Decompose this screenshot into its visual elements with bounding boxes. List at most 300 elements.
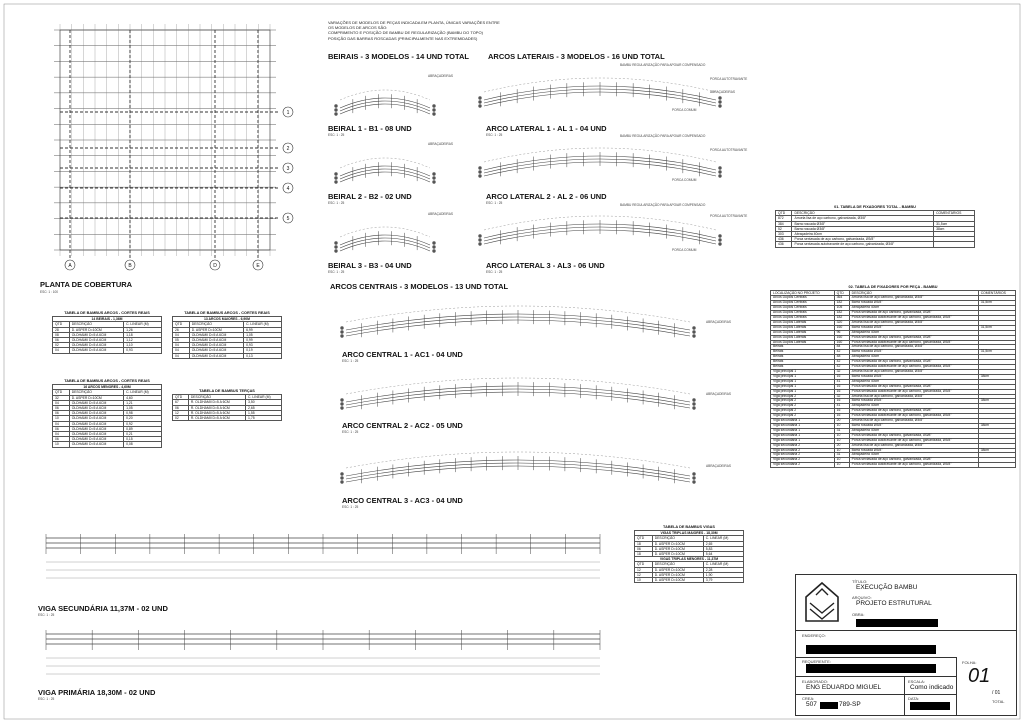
- table-group: VIGAS TRIPLAS MAIORES - 18,30M: [635, 531, 744, 536]
- note-line: COMPRIMENTO E POSIÇÃO DE BAMBU DE REGULARIZAÇÃO (BAMBU DO TOPO): [328, 30, 483, 36]
- table-header: C. LINEAR (M): [244, 322, 282, 327]
- table-cell: 10: [834, 448, 849, 453]
- drawing-title-block: [342, 421, 463, 434]
- table-cell: Viga principal 1: [771, 374, 835, 379]
- table-cell: 1,21: [124, 400, 162, 405]
- bamboo-section: [432, 172, 435, 175]
- table-cell: 16: [834, 374, 849, 379]
- folha-label: FOLHA:: [962, 660, 977, 665]
- callout-abracadeiras: ABRAÇADEIRAS: [710, 90, 735, 94]
- table-cell: 67: [173, 400, 189, 405]
- table-cell: Beirais: [771, 355, 835, 360]
- table-cell: 48: [834, 355, 849, 360]
- table-cell: Arruela lisa de aço carbono, galvanizada, Ø3/8": [849, 320, 978, 325]
- table-cell: Porca sextavada autotravante de aço carbono, galvanizada, Ø3/8": [849, 438, 978, 443]
- table-cell: Arcos Duplos Laterais: [771, 330, 835, 335]
- bamboo-section: [478, 170, 481, 173]
- table-cell: 10: [834, 463, 849, 468]
- table-cell: 6,99: [244, 327, 282, 332]
- axis-label: 5: [286, 216, 290, 222]
- table-cell: OLDHAMII D=5 A 6CM: [189, 353, 243, 358]
- bamboo-section: [692, 406, 695, 409]
- crea-suffix: 789-SP: [839, 701, 861, 708]
- table-cell: 18: [635, 552, 653, 557]
- table-cell: 18: [635, 541, 653, 546]
- table-fixadores-por-peca: [770, 284, 1016, 468]
- table-cell: Viga secundária 1: [771, 433, 835, 438]
- table-header: QTD: [635, 536, 653, 541]
- bamboo-section: [478, 242, 481, 245]
- table-cell: 12: [635, 567, 653, 572]
- table-cell: 10: [834, 458, 849, 463]
- table-cell: R. OLDHAMII D=5 A 6CM: [188, 400, 245, 405]
- note-line: VARIAÇÕES DE MODELOS DE PEÇAS INDICADA EM PLANTA, ÚNICAS VARIAÇÕES ENTRE: [328, 20, 500, 25]
- table-header: DESCRIÇÃO: [849, 291, 978, 296]
- table-cell: 41: [834, 404, 849, 409]
- drawing-title-block: [328, 124, 412, 137]
- bamboo-section: [692, 480, 695, 483]
- table-cell: 31,5cm: [934, 221, 975, 226]
- table-header: QTD: [776, 211, 792, 216]
- table-cell: 5,64: [703, 552, 743, 557]
- bamboo-section: [478, 96, 481, 99]
- table-cell: 32: [53, 395, 70, 400]
- bamboo-section: [692, 472, 695, 475]
- bamboo-section: [478, 238, 481, 241]
- bamboo-section: [478, 104, 481, 107]
- table-header: C. LINEAR (M): [124, 390, 162, 395]
- drawing-scale: ESC: 1 : 25: [342, 430, 359, 434]
- table-bamboo-arcs-menores: [52, 378, 162, 448]
- table-cell: Barra roscada Ø3/8": [849, 399, 978, 404]
- axis-label: B: [128, 263, 132, 269]
- table-cell: OLDHAMII D=5 A 6CM: [69, 400, 123, 405]
- table-fixadores-total: [775, 204, 975, 248]
- table-group: 14 BEIRAIS - 1,36M: [53, 317, 162, 322]
- table-cell: 0,20: [124, 416, 162, 421]
- table-cell: R. OLDHAMII D=5 A 6CM: [188, 416, 245, 421]
- table-cell: Abraçadeira 40cm: [849, 355, 978, 360]
- escala-value: Como indicado: [910, 684, 954, 691]
- drawing-scale: ESC: 1 : 25: [342, 505, 359, 509]
- table-cell: 320: [834, 320, 849, 325]
- drawing-scale: ESC: 1 : 25: [328, 133, 345, 137]
- drawing-title: ARCO LATERAL 1 - AL 1 - 04 UND: [486, 124, 607, 133]
- table-cell: OLDHAMII D=5 A 6CM: [69, 416, 123, 421]
- table-cell: 2,65: [703, 541, 743, 546]
- table-cell: Viga principal 1: [771, 379, 835, 384]
- table-cell: Arruela lisa de aço carbono, galvanizada, Ø3/8": [849, 345, 978, 350]
- drawing-scale: ESC: 1 : 25: [486, 270, 503, 274]
- table-cell: 1,18: [124, 332, 162, 337]
- bamboo-section: [692, 402, 695, 405]
- table-cell: OLDHAMII D=5 A 6CM: [69, 426, 123, 431]
- table-header: DESCRIÇÃO: [69, 322, 123, 327]
- table-header: DESCRIÇÃO: [188, 395, 245, 400]
- table-group: 16 ARCOS MENORES - 4,60M: [53, 385, 162, 390]
- table-bamboo-vigas: [634, 524, 744, 583]
- callout-porca-autotravante: PORCA AUTOTRAVANTE: [710, 214, 748, 218]
- table-caption: 02. TABELA DE FIXADORES POR PEÇA - BAMBU: [848, 285, 938, 289]
- redaction: [806, 645, 936, 654]
- table-cell: 0,99: [244, 338, 282, 343]
- table-cell: 31: [834, 453, 849, 458]
- table-header: QTD: [635, 562, 653, 567]
- titulo-value: EXECUÇÃO BAMBU: [856, 584, 918, 591]
- redaction: [820, 702, 838, 709]
- bamboo-section: [340, 472, 343, 475]
- obra-label: OBRA:: [852, 612, 865, 617]
- bamboo-section: [692, 334, 695, 337]
- table-cell: Viga principal 2: [771, 404, 835, 409]
- section-title-arcos-laterais: ARCOS LATERAIS - 3 MODELOS - 16 UND TOTAL: [488, 52, 665, 61]
- callout-regularizacao: BAMBU REGULARIZAÇÃO PARA APOIAR COMPENSADO: [620, 203, 706, 207]
- drawing-title: ARCO LATERAL 3 - AL3 - 06 UND: [486, 261, 605, 270]
- table-cell: 10: [834, 438, 849, 443]
- section-title-beirais: BEIRAIS - 3 MODELOS - 14 UND TOTAL: [328, 52, 469, 61]
- bamboo-section: [718, 174, 721, 177]
- drawing-title-block: [486, 261, 605, 274]
- table-cell: 160: [834, 325, 849, 330]
- axis-label: A: [68, 263, 72, 269]
- table-cell: 08: [53, 332, 70, 337]
- table-cell: OLDHAMII D=5 A 6CM: [69, 348, 123, 353]
- bamboo-section: [432, 108, 435, 111]
- table-cell: Beirais: [771, 365, 835, 370]
- table-cell: Porca sextavada autotravante de aço carbono, galvanizada, Ø3/8": [849, 365, 978, 370]
- folha-number: 01: [968, 665, 991, 687]
- table-cell: 41: [834, 379, 849, 384]
- table-cell: Porca sextavada autotravante de aço carbono, galvanizada, Ø3/8": [849, 414, 978, 419]
- table-cell: Viga secundária 2: [771, 458, 835, 463]
- table-cell: Porca sextavada autotravante de aço carbono, galvanizada, Ø3/8": [849, 389, 978, 394]
- table-cell: 04: [173, 353, 190, 358]
- table-group: 13 ARCOS MAIORES - 6,90M: [173, 317, 282, 322]
- table-cell: OLDHAMII D=5 A 6CM: [69, 432, 123, 437]
- redaction: [910, 702, 950, 710]
- bamboo-section: [478, 100, 481, 103]
- drawing-scale: ESC: 1 : 25: [328, 201, 345, 205]
- table-cell: 0,89: [124, 426, 162, 431]
- table-cell: 42: [834, 360, 849, 365]
- table-cell: 10: [53, 442, 70, 447]
- table-body: [53, 327, 162, 353]
- table-cell: 38cm: [978, 399, 1015, 404]
- table-body: [771, 296, 1016, 468]
- table-cell: 182: [834, 311, 849, 316]
- arch-dimension: [340, 158, 430, 168]
- table-header: DESCRIÇÃO: [652, 562, 703, 567]
- table-cell: 02: [53, 343, 70, 348]
- table-header: C. LINEAR (M): [703, 562, 743, 567]
- axis-label: 4: [286, 186, 290, 192]
- company-logo-icon: [802, 581, 842, 625]
- bamboo-section: [334, 108, 337, 111]
- table-cell: Abraçadeira 40cm: [849, 428, 978, 433]
- table-row: [771, 463, 1016, 468]
- table-cell: 160: [834, 335, 849, 340]
- table-row: [53, 442, 162, 447]
- table-cell: Arcos Duplos Laterais: [771, 320, 835, 325]
- table-cell: 0,92: [124, 421, 162, 426]
- table-cell: D. ASPER D=10CM: [652, 552, 703, 557]
- callout-regularizacao: BAMBU REGULARIZAÇÃO PARA APOIAR COMPENSADO: [620, 134, 706, 138]
- bamboo-section: [432, 176, 435, 179]
- table-cell: Porca sextavada de aço carbono, galvanizada, Ø3/8": [849, 458, 978, 463]
- table-cell: Viga secundária 2: [771, 448, 835, 453]
- arch-bamboo: [340, 98, 430, 108]
- table-body: [53, 395, 162, 447]
- table-cell: OLDHAMII D=5 A 6CM: [69, 421, 123, 426]
- table-cell: Porca sextavada autotravante de aço carbono, galvanizada, Ø3/8": [849, 316, 978, 321]
- table-cell: Porca sextavada autotravante de aço carbono, galvanizada, Ø3/8": [849, 463, 978, 468]
- table-cell: 20: [834, 419, 849, 424]
- table-cell: 06: [53, 411, 70, 416]
- table-row: [635, 578, 744, 583]
- table-cell: 1,75: [246, 416, 282, 421]
- table-body: [635, 541, 744, 557]
- table-cell: Abraçadeira 40cm: [849, 404, 978, 409]
- table-cell: R. OLDHAMII D=5 A 6CM: [188, 410, 245, 415]
- arch-dimension: [340, 90, 430, 100]
- table-cell: Porca sextavada de aço carbono, galvanizada, Ø3/8": [849, 360, 978, 365]
- table-cell: Barra roscada Ø3/8": [849, 448, 978, 453]
- callout-abracadeiras: ABRAÇADEIRAS: [428, 74, 453, 78]
- plan-title: PLANTA DE COBERTURA: [40, 280, 133, 289]
- table-cell: Barra roscada Ø3/8": [849, 423, 978, 428]
- table-body: [173, 327, 282, 358]
- data-label: DATA:: [908, 696, 920, 701]
- table-cell: Abraçadeira 40cm: [849, 330, 978, 335]
- drawing-title: VIGA PRIMÁRIA 18,30M - 02 UND: [38, 688, 156, 697]
- bamboo-section: [718, 234, 721, 237]
- table-cell: Barra roscada Ø3/8": [792, 226, 934, 231]
- bamboo-section: [718, 242, 721, 245]
- bamboo-section: [340, 480, 343, 483]
- bamboo-section: [692, 330, 695, 333]
- table-cell: Arcos Duplos Laterais: [771, 335, 835, 340]
- table-cell: D. ASPER D=10CM: [652, 567, 703, 572]
- table-cell: Porca sextavada autotravante de aço carbono, galvanizada, Ø3/8": [849, 340, 978, 345]
- table-cell: Barra roscada Ø3/8": [849, 301, 978, 306]
- table-cell: Arruela lisa de aço carbono, galvanizada, Ø3/8": [849, 443, 978, 448]
- table-cell: 182: [834, 316, 849, 321]
- crea-prefix: 507: [806, 701, 817, 708]
- table-header: QTD: [53, 322, 70, 327]
- table-cell: OLDHAMII D=5 A 6CM: [69, 411, 123, 416]
- endereco-label: ENDEREÇO:: [802, 633, 826, 638]
- table-cell: 06: [53, 426, 70, 431]
- callout-abracadeiras: ABRAÇADEIRAS: [706, 320, 731, 324]
- callout-porca-comum: PORCA COMUM: [672, 248, 697, 252]
- table-cell: OLDHAMII D=5 A 6CM: [189, 332, 243, 337]
- table-row: [173, 353, 282, 358]
- table-cell: 28: [53, 327, 70, 332]
- table-cell: Viga principal 1: [771, 389, 835, 394]
- drawing-scale: ESC: 1 : 25: [486, 133, 503, 137]
- bamboo-section: [340, 326, 343, 329]
- table-cell: 04: [53, 432, 70, 437]
- table-cell: 06: [53, 437, 70, 442]
- table-cell: 0,93: [124, 348, 162, 353]
- bamboo-section: [478, 166, 481, 169]
- bamboo-section: [334, 180, 337, 183]
- table-body: [173, 400, 282, 421]
- table-cell: 04: [173, 332, 190, 337]
- table-cell: Barra roscada Ø3/8": [792, 221, 934, 226]
- table-cell: Porca sextavada de aço carbono, galvanizada, Ø3/8": [849, 409, 978, 414]
- title-block: [795, 574, 1017, 716]
- table-cell: 0,08: [124, 442, 162, 447]
- table-cell: Viga secundária 2: [771, 453, 835, 458]
- axis-label: D: [213, 263, 217, 269]
- table-cell: 0,19: [244, 348, 282, 353]
- bamboo-section: [334, 249, 337, 252]
- bamboo-section: [478, 234, 481, 237]
- table-cell: OLDHAMII D=5 A 6CM: [69, 343, 123, 348]
- bamboo-section: [334, 245, 337, 248]
- bamboo-section: [340, 476, 343, 479]
- folha-total: / 01: [992, 690, 1001, 696]
- table-cell: Arcos Duplos Laterais: [771, 340, 835, 345]
- table-cell: Beirais: [771, 350, 835, 355]
- table-cell: 02: [173, 416, 189, 421]
- table-cell: 38cm: [978, 374, 1015, 379]
- table-cell: 3,50: [246, 400, 282, 405]
- table-body: [776, 216, 975, 247]
- table-cell: Arruela lisa de aço carbono, galvanizada, Ø3/8": [849, 394, 978, 399]
- arch-bamboo: [340, 238, 430, 248]
- section-title-arcos-centrais: ARCOS CENTRAIS - 3 MODELOS - 13 UND TOTAL: [330, 282, 509, 291]
- table-cell: Viga principal 1: [771, 370, 835, 375]
- table-cell: 32: [834, 370, 849, 375]
- table-row: [53, 348, 162, 353]
- table-header: DESCRIÇÃO: [189, 322, 243, 327]
- table-cell: 04: [53, 400, 70, 405]
- redaction: [806, 664, 936, 673]
- drawing-scale: ESC: 1 : 25: [342, 359, 359, 363]
- escala-label: ESCALA:: [908, 679, 925, 684]
- table-cell: OLDHAMII D=5 A 6CM: [69, 338, 123, 343]
- bamboo-section: [334, 112, 337, 115]
- table-cell: Viga secundária 1: [771, 438, 835, 443]
- table-cell: 04: [53, 421, 70, 426]
- table-cell: 1,12: [124, 338, 162, 343]
- table-cell: Arcos Duplos Centrais: [771, 316, 835, 321]
- table-cell: 06: [53, 406, 70, 411]
- bamboo-section: [718, 170, 721, 173]
- bamboo-section: [340, 402, 343, 405]
- table-cell: Viga secundária 2: [771, 463, 835, 468]
- table-cell: 2,65: [246, 405, 282, 410]
- bamboo-section: [334, 104, 337, 107]
- drawing-title-block: [38, 604, 168, 617]
- table-cell: 10: [53, 416, 70, 421]
- bamboo-section: [692, 326, 695, 329]
- table-cell: 16: [834, 414, 849, 419]
- drawing-title-block: [328, 261, 412, 274]
- drawing-title-block: [486, 124, 607, 137]
- bamboo-section: [692, 476, 695, 479]
- table-cell: Arcos Duplos Centrais: [771, 301, 835, 306]
- table-cell: 26: [173, 327, 190, 332]
- bamboo-section: [718, 166, 721, 169]
- table-cell: 16: [834, 399, 849, 404]
- table-cell: 364: [834, 296, 849, 301]
- table-cell: Abraçadeira 40cm: [849, 453, 978, 458]
- crea-label: CREA:: [802, 696, 815, 701]
- table-cell: 06: [173, 405, 189, 410]
- axis-label: 2: [286, 146, 290, 152]
- bamboo-section: [478, 174, 481, 177]
- table-cell: Abraçadeira 40cm: [849, 306, 978, 311]
- table-cell: 31: [834, 428, 849, 433]
- bamboo-section: [718, 238, 721, 241]
- table-cell: 38cm: [978, 423, 1015, 428]
- drawing-scale: ESC: 1 : 25: [38, 697, 55, 701]
- table-cell: 0,93: [244, 343, 282, 348]
- table-header: DESCRIÇÃO: [652, 536, 703, 541]
- note-line: POSIÇÃO DAS BARRAS ROSCADAS (PRINCIPALMENTE NAS EXTREMIDADES): [328, 35, 478, 41]
- drawing-title: ARCO CENTRAL 1 - AC1 - 04 UND: [342, 350, 463, 359]
- table-cell: 38cm: [934, 226, 975, 231]
- table-cell: 10: [834, 433, 849, 438]
- table-cell: 10: [834, 423, 849, 428]
- table-cell: 0,98: [124, 411, 162, 416]
- table-cell: Arruela lisa de aço carbono, galvanizada, Ø3/8": [849, 296, 978, 301]
- table-cell: 5,83: [703, 546, 743, 551]
- table-cell: Arruela lisa de aço carbono, galvanizada, Ø3/8": [849, 419, 978, 424]
- table-cell: 05: [173, 338, 190, 343]
- drawing-title-block: [328, 192, 412, 205]
- table-cell: Arcos Duplos Centrais: [771, 311, 835, 316]
- table-group: VIGAS TRIPLAS MENORES - 11,37M: [635, 557, 744, 562]
- table-cell: 1,05: [124, 406, 162, 411]
- bamboo-section: [432, 112, 435, 115]
- bamboo-section: [334, 176, 337, 179]
- table-cell: 16: [834, 409, 849, 414]
- table-cell: 0,13: [244, 353, 282, 358]
- table-caption: TABELA DE BAMBUS TERÇAS: [199, 389, 255, 393]
- bamboo-section: [432, 241, 435, 244]
- table-cell: 1,26: [124, 327, 162, 332]
- bamboo-section: [692, 398, 695, 401]
- drawing-title-block: [486, 192, 607, 205]
- general-notes: [328, 20, 500, 41]
- table-cell: Beirais: [771, 345, 835, 350]
- arquivo-value: PROJETO ESTRUTURAL: [856, 600, 932, 607]
- drawing-title: ARCO CENTRAL 2 - AC2 - 05 UND: [342, 421, 463, 430]
- drawing-scale: ESC: 1 : 25: [328, 270, 345, 274]
- arch-bamboo: [340, 101, 430, 111]
- drawing-scale: ESC: 1 : 25: [486, 201, 503, 205]
- arquivo-label: ARQUIVO:: [852, 595, 872, 600]
- axis-label: 1: [286, 110, 290, 116]
- callout-abracadeiras: ABRAÇADEIRAS: [706, 464, 731, 468]
- table-cell: 436: [776, 242, 792, 247]
- table-cell: 105: [834, 306, 849, 311]
- table-cell: 12: [635, 572, 653, 577]
- table-cell: 182: [834, 301, 849, 306]
- table-cell: OLDHAMII D=5 A 6CM: [189, 348, 243, 353]
- table-cell: OLDHAMII D=5 A 6CM: [189, 338, 243, 343]
- table-row: [776, 242, 975, 247]
- table-bamboo-arcs-maiores: [172, 310, 282, 359]
- table-cell: Beirais: [771, 360, 835, 365]
- table-header: COMENTÁRIOS: [934, 211, 975, 216]
- drawing-title-block: [342, 496, 463, 509]
- table-body: [635, 567, 744, 583]
